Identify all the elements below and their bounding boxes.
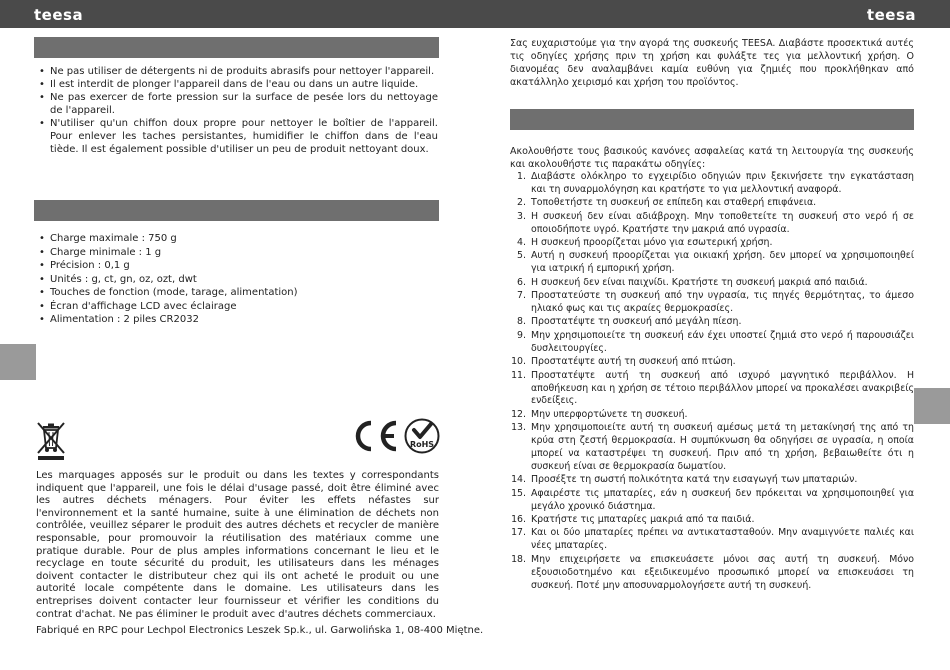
maintenance-section-bar <box>34 37 439 58</box>
rule-number: 10. <box>511 356 526 368</box>
rule-text: Αυτή η συσκευή προορίζεται για οικιακή χρήση. δεν μπορεί να χρησιμοποιηθεί για ιατρική ή εμπορική χρήση. <box>531 250 914 275</box>
safety-rule-item <box>510 211 914 237</box>
rule-text: Μην χρησιμοποιείτε τη συσκευή εάν έχει υποστεί ζημιά στο νερό ή παρουσιάζει δυσλειτουργίες. <box>531 329 914 354</box>
rule-text: Προσέξτε τη σωστή πολικότητα κατά την εισαγωγή των μπαταριών. <box>531 474 858 486</box>
rule-text: Η συσκευή δεν είναι παιχνίδι. Κρατήστε τη συσκευή μακριά από παιδιά. <box>531 276 868 288</box>
disposal-paragraph: Les marquages apposés sur le produit ou dans les textes y correspondants indiquent que l'appareil, une fois le délai d'usage passé, doit être éliminé avec les autres déchets ménagers. Pour éviter les effets néfastes sur l'environnement et la santé humaine, suite à une élimination de déchets non contrôlée, veuillez séparer le produit des autres déchets et recycler de manière responsable, pour promouvoir la réutilisation des matériaux comme une pratique durable. Pour de plus amples informations concernant le lieu et le recyclage en toute sécurité du produit, les utilisateurs dans les ménages doivent contacter le distributeur chez qui ils ont acheté le produit ou une autorité locale compétente dans le domaine. Les utilisateurs dans les entreprises doivent contacter leur fournisseur et vérifier les conditions du contrat d'achat. Ne pas éliminer le produit avec d'autres déchets commerciaux. <box>36 470 439 620</box>
left-page-tab <box>0 344 36 380</box>
safety-rule-item <box>510 514 914 527</box>
rule-number: 12. <box>511 408 526 420</box>
safety-rule-item <box>510 277 914 290</box>
rule-number: 18. <box>511 553 526 565</box>
list-item: • Unités : g, ct, gn, oz, ozt, dwt <box>36 273 438 287</box>
rule-text: Μην χρησιμοποιείτε αυτή τη συσκευή αμέσως μετά τη μετακίνησή της από τη κρύα στη ζεστή θερμοκρασία. Η συμπύκνωση θα οδηγήσει σε υγρασία, η οποία μπορεί να καταστρέψει τη συσκευή. Πριν από τη χρήση, βεβαιωθείτε ότι η συσκευή είναι σε θερμοκρασία δωματίου. <box>531 422 914 472</box>
list-item: • N'utiliser qu'un chiffon doux propre pour nettoyer le boîtier de l'appareil. Pour enlever les taches persistantes, humidifier le chiffon dans de l'eau tiède. Il est également possible d'utiliser un peu de produit nettoyant doux. <box>36 117 438 156</box>
rule-number: 16. <box>511 514 526 526</box>
rule-number: 8. <box>517 316 526 328</box>
safety-rule-item <box>510 316 914 329</box>
list-item: • Ne pas exercer de forte pression sur la surface de pesée lors du nettoyage de l'appareil. <box>36 91 438 117</box>
rule-number: 5. <box>517 250 526 262</box>
rule-text: Κρατήστε τις μπαταρίες μακριά από τα παιδιά. <box>531 514 755 526</box>
safety-rule-item <box>510 527 914 553</box>
specifications-list <box>36 232 438 327</box>
safety-rule-item <box>510 488 914 514</box>
right-page-tab <box>914 388 950 424</box>
list-item: • Charge minimale : 1 g <box>36 246 438 260</box>
list-item: • Précision : 0,1 g <box>36 259 438 273</box>
teesa-logo-right: teesa <box>866 6 916 24</box>
safety-rule-item <box>510 250 914 276</box>
teesa-logo-left: teesa <box>34 6 84 24</box>
list-item: • Il est interdit de plonger l'appareil dans de l'eau ou dans un autre liquide. <box>36 78 438 91</box>
right-page-header <box>475 0 950 28</box>
rule-text: Τοποθετήστε τη συσκευή σε επίπεδη και σταθερή επιφάνεια. <box>531 197 817 209</box>
list-item: • Touches de fonction (mode, tarage, alimentation) <box>36 286 438 300</box>
ce-mark-icon <box>352 420 400 452</box>
rule-text: Μην επιχειρήσετε να επισκευάσετε μόνοι σας αυτή τη συσκευή. Μόνο εξουσιοδοτημένο και εξειδικευμένο προσωπικό μπορεί να επισκευάσει τη συσκευή. Ποτέ μην αποσυναρμολογήσετε αυτή τη συσκευή. <box>531 553 914 591</box>
rule-text: Αφαιρέστε τις μπαταρίες, εάν η συσκευή δεν πρόκειται να χρησιμοποιηθεί για μεγάλο χρονικό διάστημα. <box>531 487 914 512</box>
rohs-badge-icon <box>404 418 440 454</box>
safety-rule-item <box>510 237 914 250</box>
rule-number: 14. <box>511 474 526 486</box>
safety-rule-item <box>510 554 914 593</box>
rule-text: Μην υπερφορτώνετε τη συσκευή. <box>531 408 688 420</box>
list-item: • Écran d'affichage LCD avec éclairage <box>36 300 438 314</box>
rule-number: 11. <box>511 369 526 381</box>
rule-text: Προστατεύστε τη συσκευή από την υγρασία, τις πηγές θερμότητας, το άμεσο ηλιακό φως και τις ακραίες θερμοκρασίες. <box>531 290 914 315</box>
left-page-header <box>0 0 475 28</box>
safety-rule-item <box>510 290 914 316</box>
rule-number: 1. <box>517 171 526 182</box>
rule-text: Διαβάστε ολόκληρο το εγχειρίδιο οδηγιών πριν ξεκινήσετε την εγκατάσταση και τη συναρμολόγηση και κρατήστε το για μελλοντική αναφορά. <box>531 171 914 195</box>
safety-rule-item <box>510 197 914 210</box>
thank-you-intro: Σας ευχαριστούμε για την αγορά της συσκευής TEESA. Διαβάστε προσεκτικά αυτές τις οδηγίες χρήσης πριν τη χρήση και φυλάξτε τες για μελλοντική χρήση. Ο διανομέας δεν αναλαμβάνει καμία ευθύνη για ζημιές που προκλήθηκαν από ακατάλληλο χειρισμό και χρήση του προϊόντος. <box>510 38 914 88</box>
maintenance-list <box>36 65 438 156</box>
safety-rules-list <box>510 171 914 593</box>
rule-text: Και οι δύο μπαταρίες πρέπει να αντικατασταθούν. Μην αναμιγνύετε παλιές και νέες μπαταρίες. <box>531 527 914 552</box>
manufacturer-footer: Fabriqué en RPC pour Lechpol Electronics Leszek Sp.k., ul. Garwolińska 1, 08-400 Miętne. <box>36 625 484 636</box>
safety-rule-item <box>510 474 914 487</box>
rule-number: 2. <box>517 197 526 209</box>
rule-text: Η συσκευή προορίζεται μόνο για εσωτερική χρήση. <box>531 237 773 249</box>
safety-intro: Ακολουθήστε τους βασικούς κανόνες ασφαλείας κατά τη λειτουργία της συσκευής και ακολουθήστε τις παρακάτω οδηγίες: <box>510 146 914 170</box>
rule-number: 9. <box>517 329 526 341</box>
safety-rule-item <box>510 409 914 422</box>
safety-rule-item <box>510 422 914 474</box>
specifications-section-bar <box>34 200 439 221</box>
rule-number: 7. <box>517 290 526 302</box>
safety-rule-item <box>510 356 914 369</box>
rule-number: 17. <box>511 527 526 539</box>
list-item: • Charge maximale : 750 g <box>36 232 438 246</box>
safety-section-bar <box>510 109 914 130</box>
rule-text: Προστατέψτε αυτή τη συσκευή από πτώση. <box>531 356 736 368</box>
safety-rule-item <box>510 370 914 409</box>
rule-number: 13. <box>511 422 526 434</box>
safety-rule-item <box>510 330 914 356</box>
rule-text: Προστατέψτε αυτή τη συσκευή από ισχυρό μαγνητικό περιβάλλον. Η αποθήκευση και η χρήση σε τέτοιο περιβάλλον μπορεί να προκαλέσει ανακριβείς ενδείξεις. <box>531 369 914 407</box>
rule-text: Η συσκευή δεν είναι αδιάβροχη. Μην τοποθετείτε τη συσκευή στο νερό ή σε οποιοδήποτε υγρό. Κρατήστε την μακριά από υγρασία. <box>531 210 914 235</box>
list-item: • Alimentation : 2 piles CR2032 <box>36 313 438 327</box>
rule-number: 15. <box>511 487 526 499</box>
rule-number: 6. <box>517 276 526 288</box>
weee-crossed-bin-icon <box>34 420 68 460</box>
list-item: • Ne pas utiliser de détergents ni de produits abrasifs pour nettoyer l'appareil. <box>36 65 438 78</box>
rule-text: Προστατέψτε τη συσκευή από μεγάλη πίεση. <box>531 316 742 328</box>
rule-number: 3. <box>517 210 526 222</box>
rule-number: 4. <box>517 237 526 249</box>
safety-rule-item <box>510 171 914 197</box>
svg-text:RoHS: RoHS <box>409 440 435 449</box>
